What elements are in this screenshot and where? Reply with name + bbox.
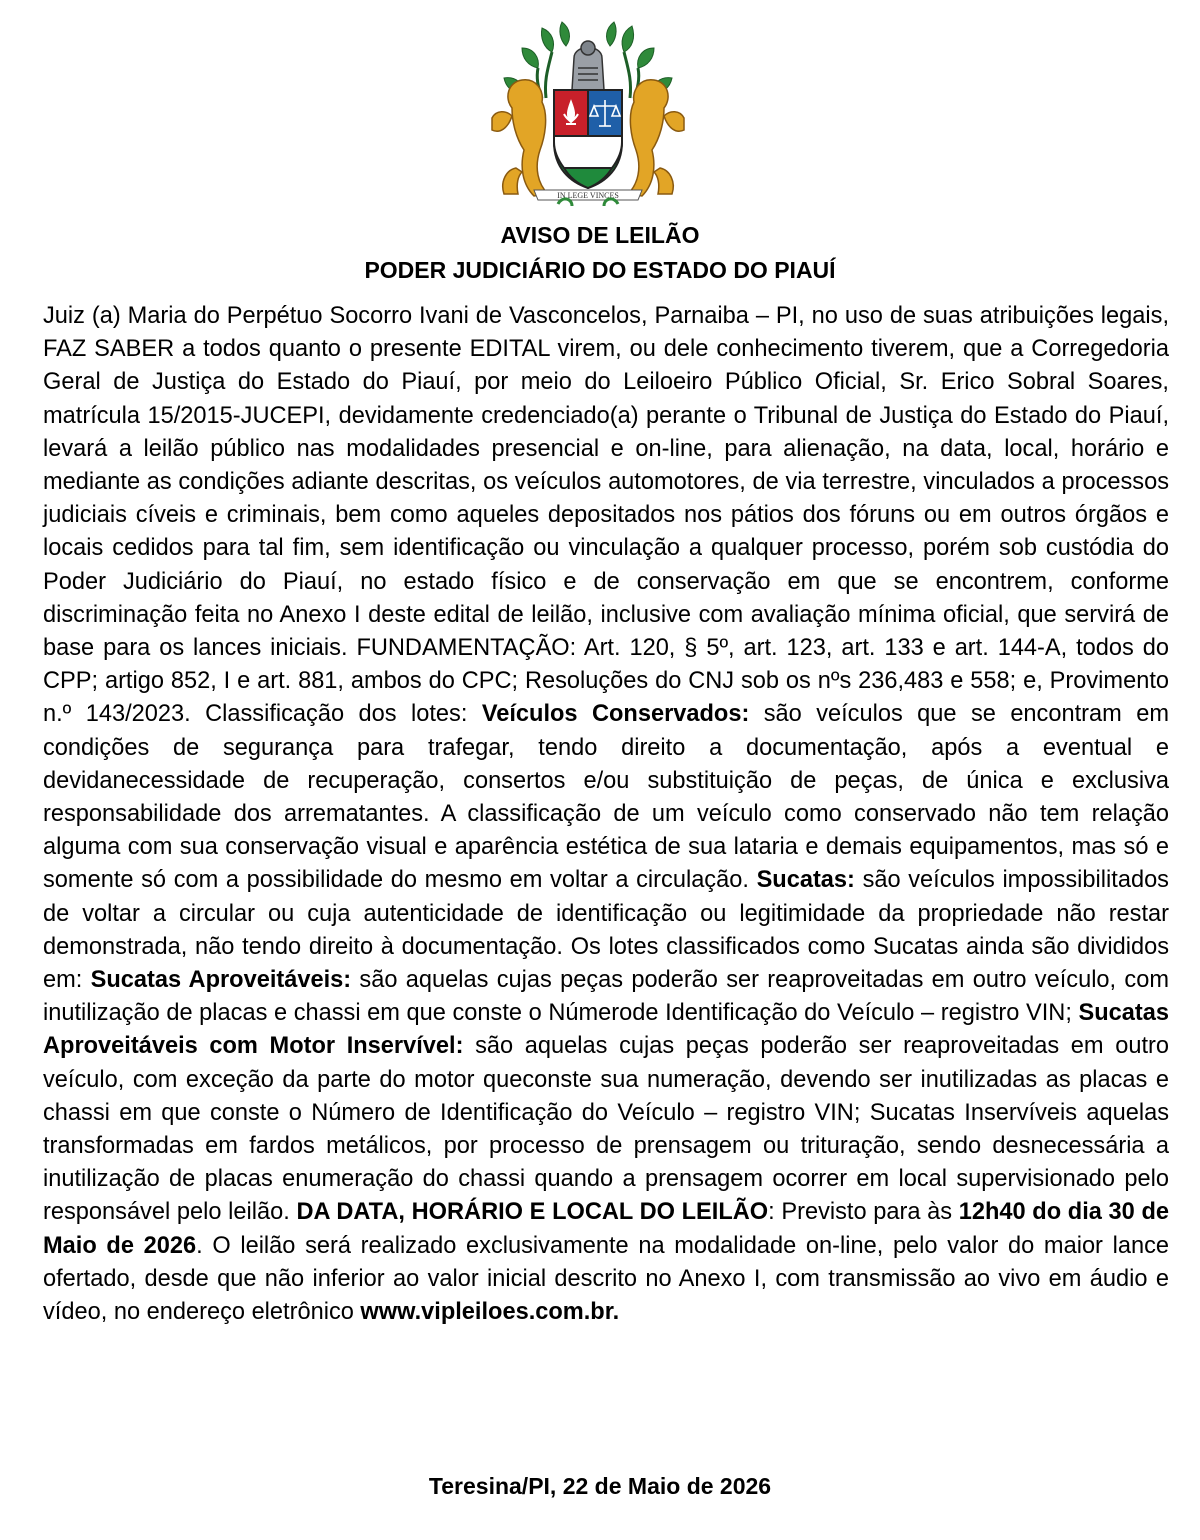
body-text-segment: Juiz (a) Maria do Perpétuo Socorro Ivani de Vasconcelos, Parnaiba – PI, no uso de suas atribuições legais, FAZ SABER a todos quanto o presente EDITAL virem, ou dele conhecimento tiverem, que a Corregedoria Geral de Justiça do Estado do Piauí, por meio do Leiloeiro Público Oficial, Sr. Erico Sobral Soares, matrícula 15/2015-JUCEPI, devidamente credenciado(a) perante o Tribunal de Justiça do Estado do Piauí, levará a leilão público nas modalidades presencial e on-line, para alienação, na data, local, horário e mediante as condições adiante descritas, os veículos automotores, de via terrestre, vinculados a processos judiciais cíveis e criminais, bem como aqueles depositados nos pátios dos fóruns ou em outros órgãos e locais cedidos para tal fim, sem identificação ou vinculação a qualquer processo, porém sob custódia do Poder Judiciário do Piauí, no estado físico e de conservação em que se encontrem, conforme discriminação feita no Anexo I deste edital de leilão, inclusive com avaliação mínima oficial, que servirá de base para os lances iniciais. FUNDAMENTAÇÃO: Art. 120, § 5º, art. 123, art. 133 e art. 144-A, todos do CPP; artigo 852, I e art. 881, ambos do CPC; Resoluções do CNJ sob os nºs 236,483 e 558; e, Provimento n.º 143/2023. Classificação dos lotes: — [43, 303, 1169, 728]
body-text-segment: são aquelas cujas peças poderão ser reaproveitadas em outro veículo, com inutilização de placas e chassi em que conste o Númerode Identificação do Veículo – registro VIN; — [43, 967, 1169, 1027]
tjpi-coat-of-arms-icon — [482, 18, 694, 214]
term-sucatas-motor-inservivel: Sucatas Aproveitáveis com Motor Inservível: — [43, 1000, 1169, 1060]
page-title: AVISO DE LEILÃO — [500, 222, 700, 248]
body-text-segment: : Previsto para às — [768, 1199, 959, 1226]
body-text-segment: são veículos impossibilitados de voltar a circular ou cuja autenticidade de identificação ou legitimidade da propriedade não restar demonstrada, não tendo direito à documentação. Os lotes classificados como Sucatas ainda são divididos em: — [43, 867, 1169, 994]
edital-body — [43, 300, 1169, 1329]
crest-motto: IN LEGE VINCES — [557, 191, 619, 200]
page-subtitle: PODER JUDICIÁRIO DO ESTADO DO PIAUÍ — [364, 257, 836, 283]
term-veiculos-conservados: Veículos Conservados: — [481, 701, 750, 728]
body-text-segment: são aquelas cujas peças poderão ser reaproveitadas em outro veículo, com exceção da parte do motor queconste sua numeração, devendo ser inutilizadas as placas e chassi em que conste o Número de Identificação do Veículo – registro VIN; Sucatas Inservíveis aquelas transformadas em fardos metálicos, por processo de prensagem ou trituração, sendo desnecessária a inutilização de placas enumeração do chassi quando a prensagem ocorrer em local supervisionado pelo responsável pelo leilão. — [43, 1033, 1170, 1226]
term-sucatas: Sucatas: — [756, 867, 855, 894]
auction-datetime: 12h40 do dia 30 de Maio de 2026 — [43, 1199, 1169, 1259]
signoff-place-date: Teresina/PI, 22 de Maio de 2026 — [428, 1473, 772, 1499]
body-text-segment: . O leilão será realizado exclusivamente na modalidade on-line, pelo valor do maior lance ofertado, desde que não inferior ao valor inicial descrito no Anexo I, com transmissão ao vivo em áudio e vídeo, no endereço eletrônico — [43, 1232, 1169, 1326]
auction-website-link[interactable]: www.vipleiloes.com.br. — [360, 1299, 620, 1326]
section-data-horario-local: DA DATA, HORÁRIO E LOCAL DO LEILÃO — [296, 1199, 769, 1226]
body-text-segment: são veículos que se encontram em condições de segurança para trafegar, tendo direito a documentação, após a eventual e devidanecessidade de recuperação, consertos e/ou substituição de peças, de única e exclusiva responsabilidade dos arrematantes. A classificação de um veículo como conservado não tem relação alguma com sua conservação visual e aparência estética de sua lataria e demais equipamentos, mas só e somente só com a possibilidade do mesmo em voltar a circulação. — [43, 701, 1169, 894]
term-sucatas-aproveitaveis: Sucatas Aproveitáveis: — [90, 967, 352, 994]
